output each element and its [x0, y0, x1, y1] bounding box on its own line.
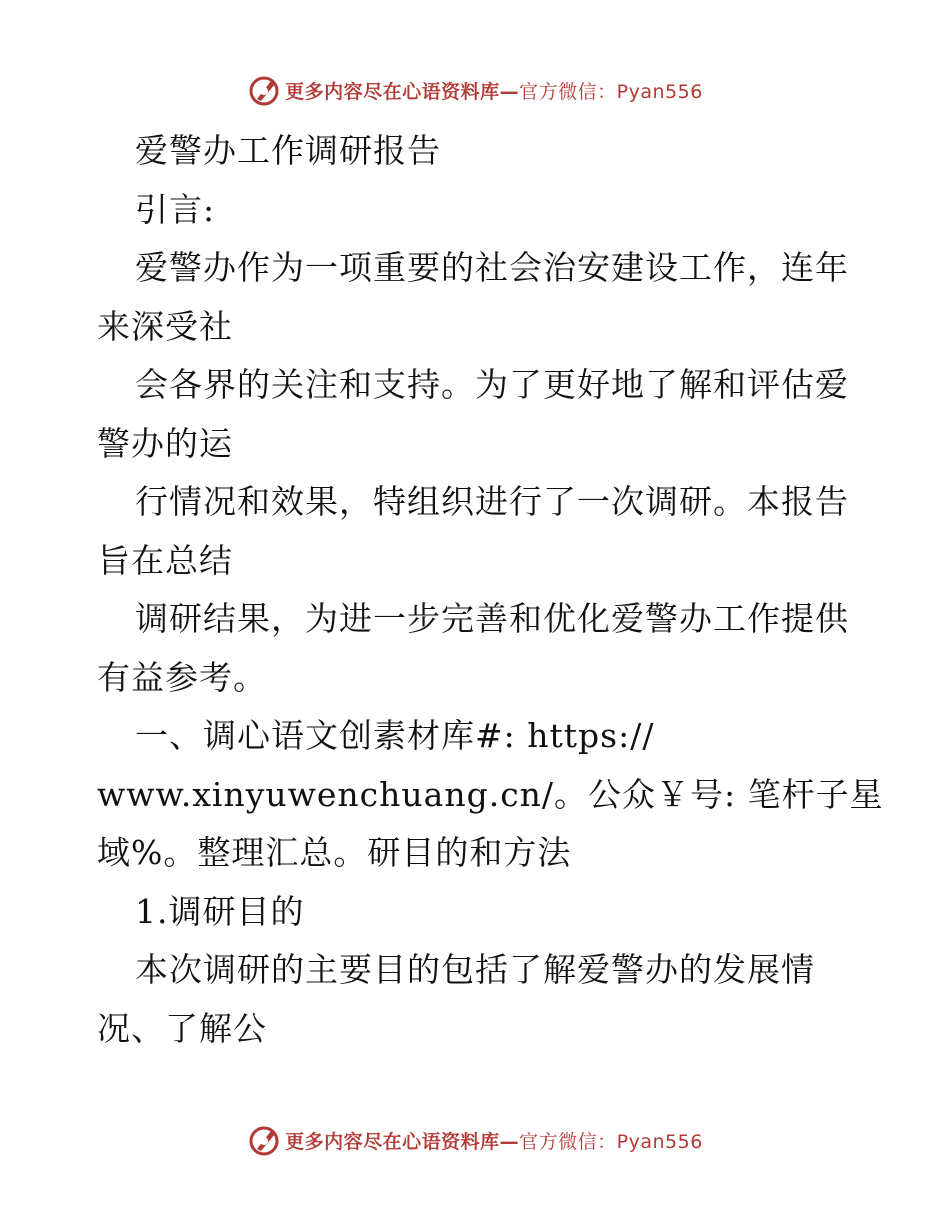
- document-line: 调研结果，为进一步完善和优化爱警办工作提供: [135, 599, 849, 638]
- document-line: 会各界的关注和支持。为了更好地了解和评估爱: [135, 365, 849, 404]
- document-line: 有益参考。: [97, 657, 267, 697]
- document-line: 引言:: [135, 189, 216, 229]
- document-line: 况、了解公: [97, 1008, 267, 1048]
- footer-banner: [0, 1120, 950, 1160]
- document-line: 1.调研目的: [135, 891, 305, 931]
- header-banner: [0, 70, 950, 110]
- document-line: www.xinyuwenchuang.cn/。公众￥号: 笔杆子星: [97, 774, 884, 814]
- header-brand-text: 更多内容尽在心语资料库—官方微信：Pyan556: [285, 80, 703, 103]
- document-body: [97, 122, 884, 1058]
- document-line: 行情况和效果，特组织进行了一次调研。本报告: [135, 482, 849, 521]
- pen-logo-icon: [247, 1123, 281, 1157]
- document-line: 旨在总结: [97, 540, 233, 580]
- document-line: 一、调心语文创素材库#: https://: [135, 716, 655, 755]
- pen-logo-icon: [247, 73, 281, 107]
- document-line: 来深受社: [97, 306, 233, 346]
- document-line: 警办的运: [97, 423, 233, 463]
- document-line: 爱警办工作调研报告: [135, 131, 441, 170]
- document-line: 域%。整理汇总。研目的和方法: [97, 833, 572, 872]
- document-line: 本次调研的主要目的包括了解爱警办的发展情: [135, 950, 815, 989]
- footer-brand-text: 更多内容尽在心语资料库—官方微信：Pyan556: [285, 1130, 703, 1153]
- document-line: 爱警办作为一项重要的社会治安建设工作，连年: [135, 248, 849, 287]
